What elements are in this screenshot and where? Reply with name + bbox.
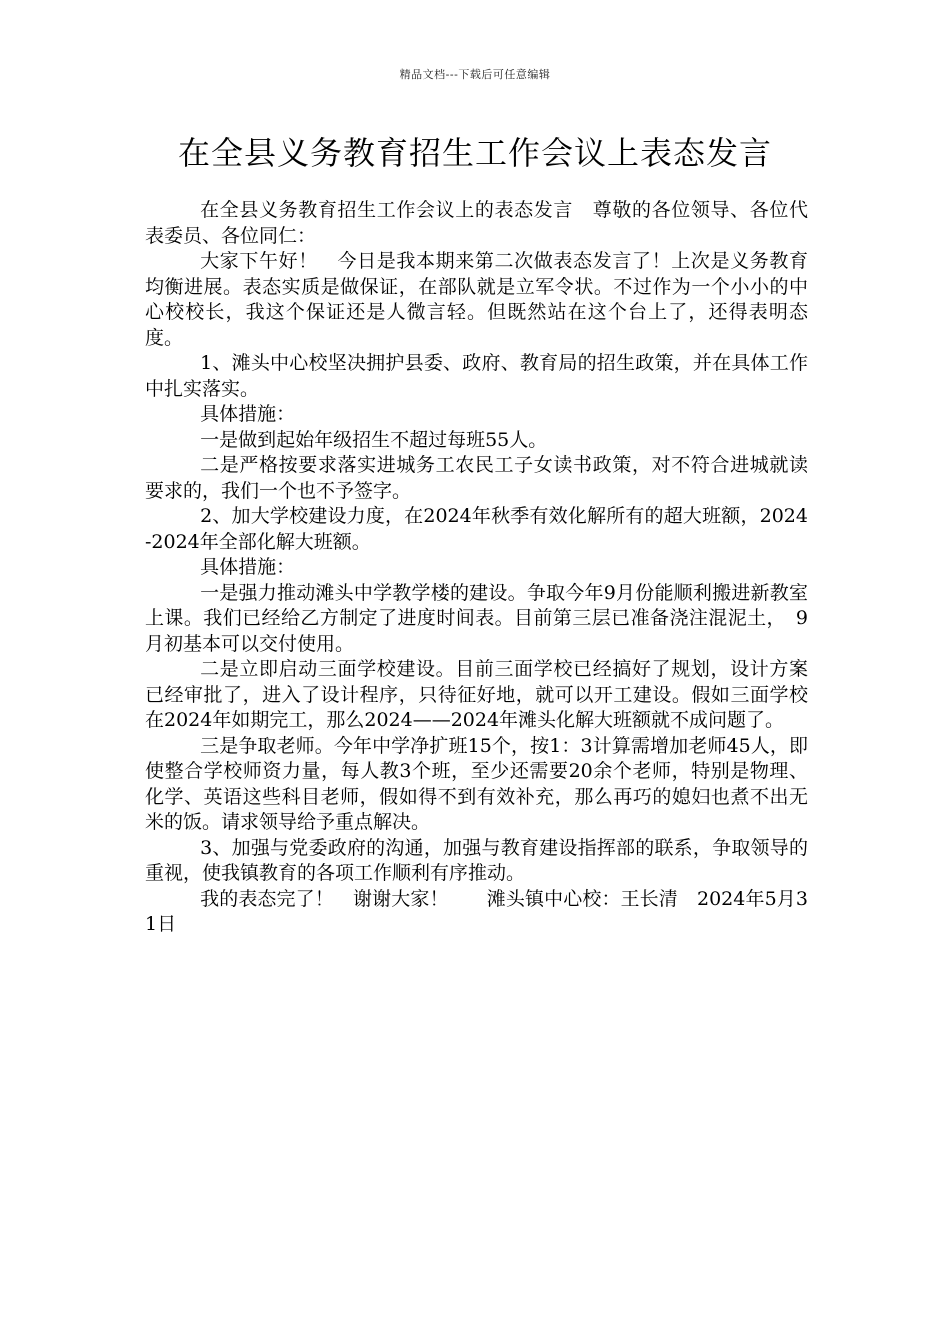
paragraph-measure: 三是争取老师。今年中学净扩班15个，按1：3计算需增加老师45人，即使整合学校师资力量，每人教3个班，至少还需要20余个老师，特别是物理、化学、英语这些科目老师，假如得不到有效补充，那么再巧的媳妇也煮不出无米的饭。请求领导给予重点解决。 bbox=[145, 734, 808, 833]
paragraph-measure: 二是严格按要求落实进城务工农民工子女读书政策，对不符合进城就读要求的，我们一个也不予签字。 bbox=[145, 454, 808, 502]
document-body bbox=[145, 198, 808, 938]
paragraph-point-1: 1、滩头中心校坚决拥护县委、政府、教育局的招生政策，并在具体工作中扎实落实。 bbox=[145, 352, 808, 400]
paragraph-measures-heading: 具体措施： bbox=[200, 403, 296, 425]
paragraph-measure: 二是立即启动三面学校建设。目前三面学校已经搞好了规划，设计方案已经审批了，进入了设计程序，只待征好地，就可以开工建设。假如三面学校在2024年如期完工，那么2024——2024年滩头化解大班额就不成问题了。 bbox=[145, 658, 808, 731]
paragraph-opening: 大家下午好！ 今日是我本期来第二次做表态发言了！上次是义务教育均衡进展。表态实质是做保证，在部队就是立军令状。不过作为一个小小的中心校校长，我这个保证还是人微言轻。但既然站在这个台上了，还得表明态度。 bbox=[145, 250, 808, 349]
paragraph-closing: 我的表态完了！ 谢谢大家！ 滩头镇中心校：王长清 2024年5月31日 bbox=[145, 887, 808, 935]
paragraph-point-3: 3、加强与党委政府的沟通，加强与教育建设指挥部的联系，争取领导的重视，使我镇教育的各项工作顺利有序推动。 bbox=[145, 836, 808, 884]
paragraph-greeting: 在全县义务教育招生工作会议上的表态发言 尊敬的各位领导、各位代表委员、各位同仁： bbox=[145, 199, 808, 247]
page-header: 精品文档---下载后可任意编辑 bbox=[399, 68, 551, 81]
document-title: 在全县义务教育招生工作会议上表态发言 bbox=[177, 134, 772, 172]
paragraph-point-2: 2、加大学校建设力度，在2024年秋季有效化解所有的超大班额，2024-2024年全部化解大班额。 bbox=[145, 505, 808, 553]
paragraph-measures-heading: 具体措施： bbox=[200, 556, 296, 578]
paragraph-measure: 一是强力推动滩头中学教学楼的建设。争取今年9月份能顺利搬进新教室上课。我们已经给乙方制定了进度时间表。目前第三层已准备浇注混泥土， 9月初基本可以交付使用。 bbox=[145, 581, 808, 655]
paragraph-measure: 一是做到起始年级招生不超过每班55人。 bbox=[200, 428, 548, 451]
